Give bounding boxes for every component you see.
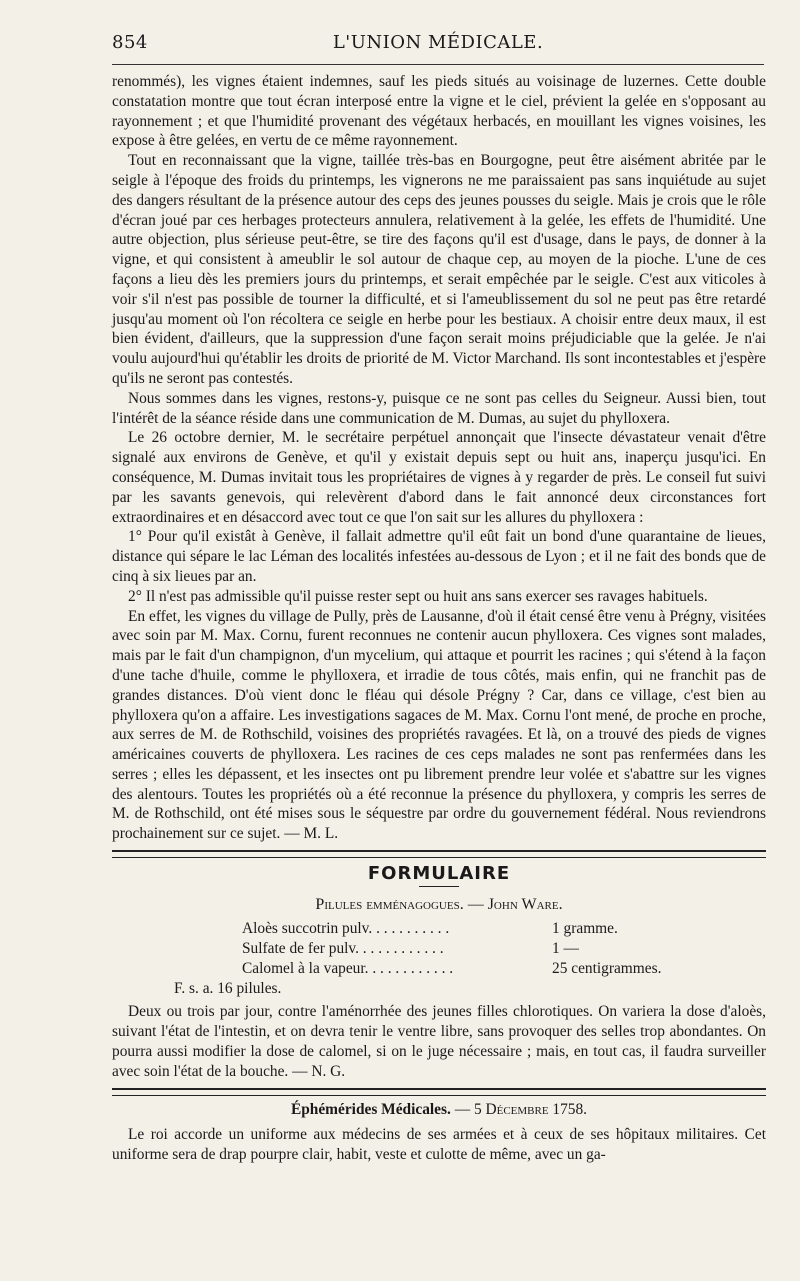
dosage-instructions: Deux ou trois par jour, contre l'aménorrhée des jeunes filles chlorotiques. On variera la dose d'aloès, suivant l'état de l'intestin, et on devra tenir le ventre libre, sans provoquer des selles trop abondantes. On pourra aussi modifier la dose de calomel, si on le juge nécessaire ; mais, en tout cas, il faudra surveiller avec soin l'état de la bouche. — N. G. [112,1003,766,1080]
article-paragraph: 1° Pour qu'il existât à Genève, il fallait admettre qu'il eût fait un bond d'une quarantaine de lieues, distance qui sépare le lac Léman des localités infestées au-dessous de Lyon ; et il ne fait des bonds que de cinq à six lieues par an. [112,528,766,585]
ephemerides-dash: — [450,1100,474,1118]
header-rule [112,64,764,65]
ingredient-name: Sulfate de fer pulv. . . . . . . . . . . . [242,939,444,957]
ingredient-quantity: 25 centigrammes. [552,959,662,977]
article-paragraph: renommés), les vignes étaient indemnes, sauf les pieds situés au voisinage de luzernes. Cette double constatation montre que tout écran interposé entre la vigne et le ciel, prévient la gelée en s'opposant au rayonnement ; et que l'humidité provenant des végétaux herbacés, en mouillant les vignes voisines, les expose à être gelées, en vertu de ce même rayonnement. [112,73,766,150]
recipe-title: Pilules emménagogues. — John Ware. [315,895,563,913]
article-paragraph: En effet, les vignes du village de Pully, près de Lausanne, d'où il était censé être venu à Prégny, visitées avec soin par M. Max. Cornu, furent reconnues ne contenir aucun phylloxera. Ces vignes sont malades, mais par le fait d'un champignon, d'un mycelium, qui attaque et pourrit les racines ; qui s'étend à la façon d'une tache d'huile, comme le phylloxera, et irradie de tous côtés, mais enfin, qui ne franchit pas de grandes distances. D'où vient donc le fléau qui désole Prégny ? Car, dans ce village, c'est bien au phylloxera qu'on a affaire. Les investigations sagaces de M. Max. Cornu l'ont mené, de proche en proche, aux serres de M. de Rothschild, voisines des propriétés ravagées. Et là, on a trouvé des pieds de vignes américaines couverts de phylloxera. Les racines de ces ceps malades ne sont pas renfermées dans les serres ; elles les dépassent, et les insectes ont pu librement prendre leur volée et s'abattre sur les vignes des alentours. Toutes les propriétés où a été reconnue la présence du phylloxera, y compris les serres de M. de Rothschild, ont été mises sous le séquestre par ordre du gouvernement fédéral. Nous reviendrons prochainement sur ce sujet. — M. L. [112,607,766,843]
page-header [112,32,764,56]
section-divider [112,1088,766,1096]
ingredient-quantity: 1 — [552,939,579,957]
page-number: 854 [112,32,148,53]
ingredient-list [242,919,692,979]
short-rule [419,886,459,887]
article-paragraph: 2° Il n'est pas admissible qu'il puisse rester sept ou huit ans sans exercer ses ravages habituels. [128,587,708,605]
ephemerides-title: Éphémérides Médicales. [290,1100,451,1118]
ingredient-name: Calomel à la vapeur. . . . . . . . . . . . [242,959,454,977]
ephemerides-text: Le roi accorde un uniforme aux médecins de ses armées et à ceux de ses hôpitaux militaires. Cet uniforme sera de drap pourpre clair, habit, veste et culotte de même, avec un ga- [112,1126,766,1164]
article-paragraph: Le 26 octobre dernier, M. le secrétaire perpétuel annonçait que l'insecte dévastateur venait d'être signalé aux environs de Genève, et qu'il y existait depuis sept ou huit ans, inaperçu jusqu'ici. En conséquence, M. Dumas invitait tous les propriétaires de vignes à y regarder de près. Le conseil fut suivi par les savants genevois, qui relevèrent d'abord dans le fait annoncé deux circonstances fort extraordinaires et en désaccord avec tout ce que l'on sait sur les allures du phylloxera : [112,429,766,526]
ingredient-name: Aloès succotrin pulv. . . . . . . . . . . [242,919,450,937]
article-paragraph: Tout en reconnaissant que la vigne, taillée très-bas en Bourgogne, peut être aisément abritée par le seigle à l'époque des froids du printemps, les vignerons ne me paraissaient pas sans inquiétude au sujet des dangers résultant de la présence autour des ceps des jeunes pousses du seigle. Mais je crois que le rôle d'écran joué par ces herbages protecteurs annulera, relativement à la gelée, les effets de l'humidité. Une autre objection, plus sérieuse peut-être, se tire des façons qu'il est d'usage, dans le pays, de donner à la vigne, et qui consistent à ameublir le sol autour de chaque cep, au moyen de la pioche. L'une de ces façons a lieu dès les premiers jours du printemps, et serait empêchée par le seigle. C'est aux viticoles à voir s'il n'est pas possible de tourner la difficulté, et si l'ameublissement du sol ne peut pas être retardé jusqu'au moment où l'on récoltera ce seigle en herbe pour les bestiaux. A choisir entre deux maux, il est bien évident, d'ailleurs, que la suppression d'une façon serait moins préjudiciable que la gelée. Je n'ai voulu aujourd'hui qu'établir les droits de priorité de M. Victor Marchand. Ils sont incontestables et j'espère qu'ils ne seront pas contestés. [112,152,766,387]
ephemerides-date: 5 Décembre 1758. [473,1100,588,1118]
ingredient-row [242,959,692,979]
page-body [112,72,766,1165]
article-paragraph: Nous sommes dans les vignes, restons-y, puisque ce ne sont pas celles du Seigneur. Aussi bien, tout l'intérêt de la séance réside dans une communication de M. Dumas, au sujet du phylloxera. [112,389,766,427]
formulaire-heading: FORMULAIRE [367,863,511,885]
preparation-note: F. s. a. 16 pilules. [174,979,282,997]
ingredient-quantity: 1 gramme. [552,919,618,937]
journal-title: L'UNION MÉDICALE. [332,32,544,53]
ephemerides-heading [112,1100,766,1120]
section-divider [112,850,766,858]
ingredient-row [242,939,692,959]
ingredient-row [242,919,692,939]
